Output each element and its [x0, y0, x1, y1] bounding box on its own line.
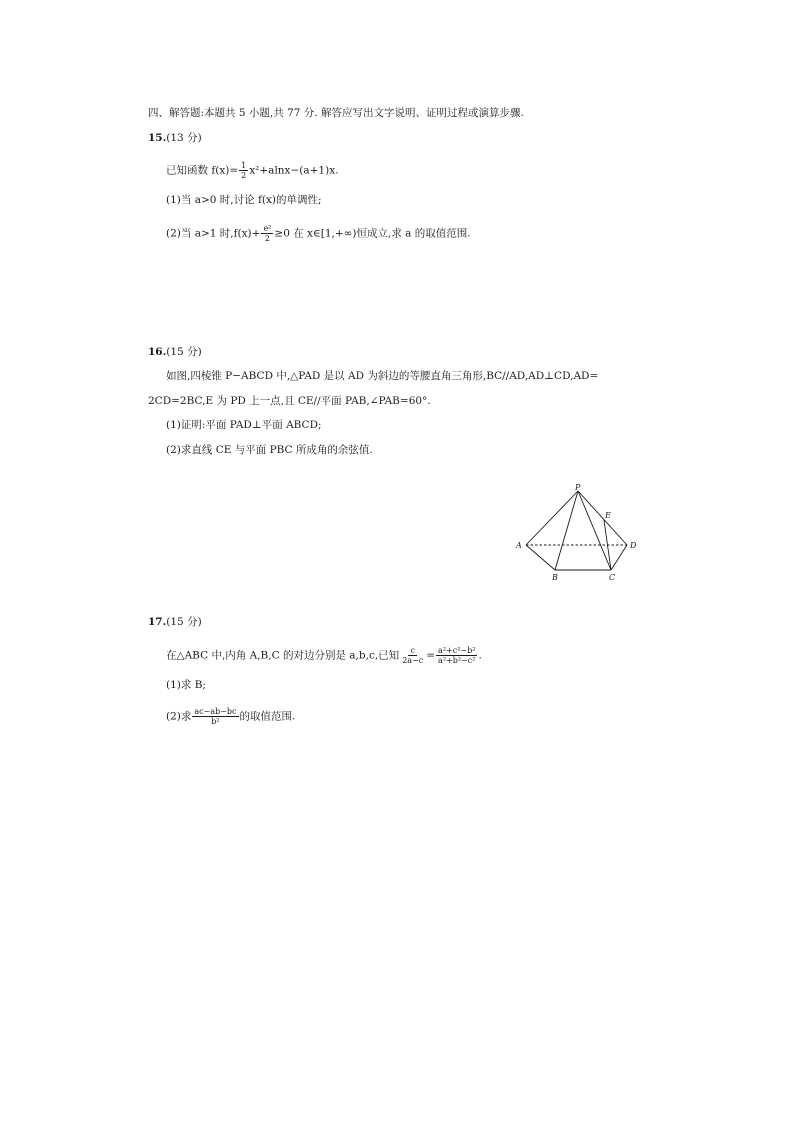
q15-stem-frac-num: 1: [241, 161, 247, 170]
q16-number: 16.: [148, 346, 167, 358]
q17-eq: =: [426, 649, 436, 662]
q17-part2-frac-num: ac−ab−bc: [194, 707, 237, 716]
q16-part1: (1)证明:平面 PAD⊥平面 ABCD;: [166, 419, 322, 431]
edge-ab: [526, 545, 555, 570]
q17-part2-rest: 的取值范围.: [239, 710, 296, 723]
q17-part2-fraction: [192, 707, 238, 726]
label-e: E: [605, 511, 611, 520]
q17-frac1-den: 2a−c: [402, 656, 424, 665]
q15-stem-f: f(x)=: [211, 164, 239, 177]
label-c: C: [609, 573, 616, 582]
q15-part2: [166, 224, 471, 243]
q15-stem-prefix: 已知函数: [166, 164, 208, 177]
label-a: A: [516, 541, 522, 550]
q15-header: [148, 131, 202, 145]
q17-frac2-den: a²+b²−c²: [438, 656, 476, 665]
q15-part2-prefix: (2)当 a>1 时,f(x)+: [166, 227, 261, 240]
q17-frac2: [436, 646, 477, 665]
q16-part2: (2)求直线 CE 与平面 PBC 所成角的余弦值.: [166, 444, 373, 456]
q16-line2: 2CD=2BC,E 为 PD 上一点,且 CE//平面 PAB,∠PAB=60°.: [148, 395, 431, 407]
q15-part1: (1)当 a>0 时,讨论 f(x)的单调性;: [166, 194, 322, 206]
edge-pc: [578, 491, 611, 570]
q15-part2-frac-num: e²: [263, 224, 272, 233]
q17-header: [148, 615, 202, 629]
q15-stem-frac-den: 2: [241, 171, 247, 180]
q15-stem: [166, 161, 338, 180]
label-d: D: [630, 541, 637, 550]
edge-cd: [611, 545, 627, 570]
q15-part2-rest: ≥0 在 x∈[1,+∞)恒成立,求 a 的取值范围.: [274, 227, 471, 240]
q15-number: 15.: [148, 132, 167, 144]
q17-frac1-num: c: [410, 646, 415, 655]
q15-part2-frac-den: 2: [264, 234, 270, 243]
edge-pd: [578, 491, 627, 545]
q17-stem: [166, 646, 482, 665]
q17-number: 17.: [148, 616, 167, 628]
label-p: P: [575, 483, 581, 492]
q15-stem-fraction: [239, 161, 248, 180]
q15-stem-rest: x²+alnx−(a+1)x.: [249, 164, 339, 177]
q16-score: (15 分): [166, 346, 202, 358]
q17-stem-prefix: 在△ABC 中,内角 A,B,C 的对边分别是 a,b,c,已知: [166, 649, 400, 662]
q17-score: (15 分): [166, 616, 202, 628]
q17-part2: [166, 707, 295, 726]
q17-frac1: [400, 646, 425, 665]
q16-line1: 如图,四棱锥 P−ABCD 中,△PAD 是以 AD 为斜边的等腰直角三角形,BC//AD,AD⊥CD,AD=: [166, 370, 599, 382]
q15-part2-fraction: [261, 224, 273, 243]
q17-stem-end: .: [478, 649, 482, 662]
q17-part2-prefix: (2)求: [166, 710, 192, 723]
q17-part1: (1)求 B;: [166, 679, 206, 691]
pyramid-figure: [510, 482, 645, 584]
q17-part2-frac-den: b²: [211, 717, 220, 726]
label-b: B: [552, 573, 558, 582]
q15-score: (13 分): [166, 132, 202, 144]
q16-header: [148, 345, 202, 359]
section-heading: 四、解答题:本题共 5 小题,共 77 分. 解答应写出文字说明、证明过程或演算步骤.: [148, 107, 524, 119]
q17-frac2-num: a²+c²−b²: [438, 646, 476, 655]
